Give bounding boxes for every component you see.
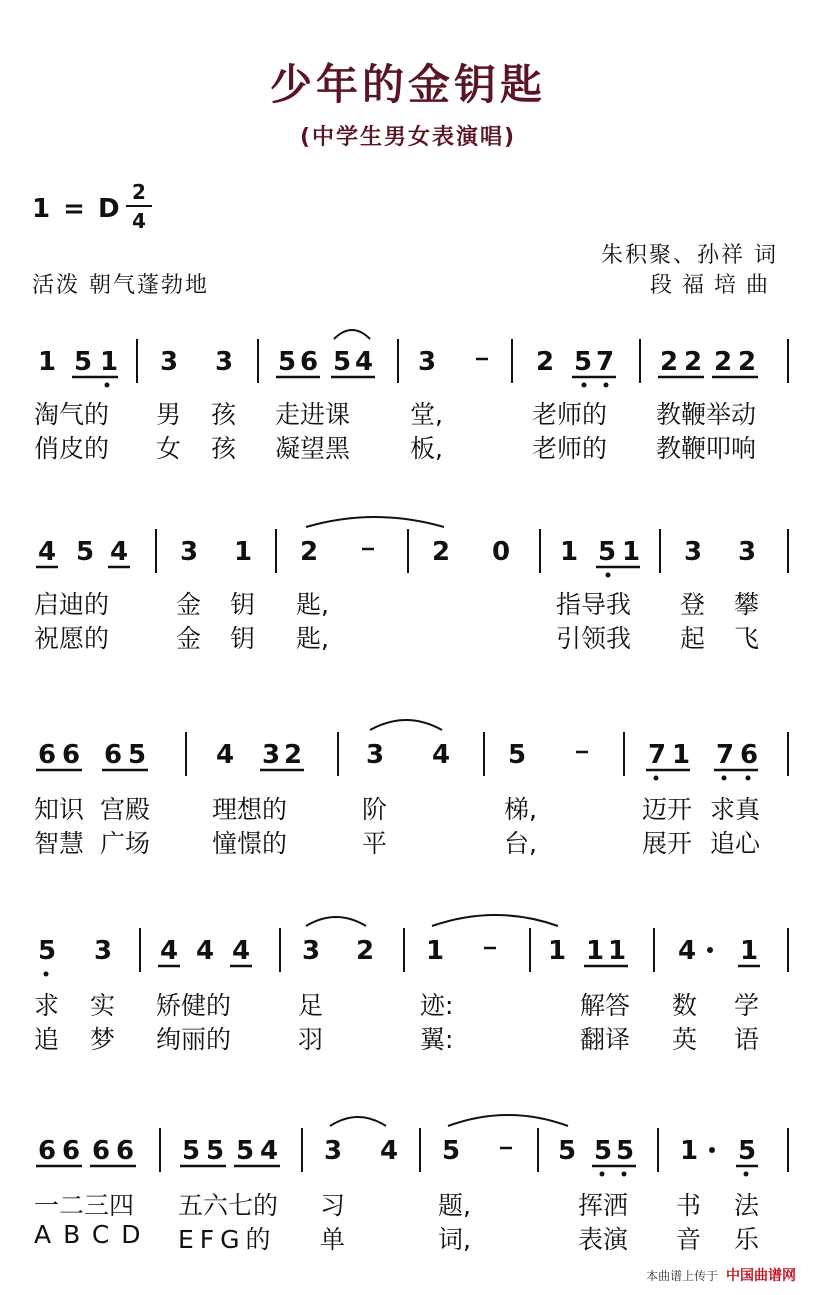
svg-text:5: 5 — [574, 347, 593, 377]
lyric-line-1b: 俏皮的 女 孩 凝望黑 板, 老师的 教鞭叩响 — [34, 434, 757, 463]
svg-text:0: 0 — [492, 537, 511, 567]
lyricist-credit: 朱积聚、孙祥 词 — [601, 243, 778, 268]
time-sig-bottom: 4 — [132, 209, 146, 233]
time-sig-divider — [126, 205, 152, 207]
notation-row-4 — [0, 914, 816, 974]
svg-text:5: 5 — [558, 1136, 577, 1166]
svg-text:4: 4 — [380, 1136, 399, 1166]
lyric-line-5b: ABCD EFG的 单 词, 表演 音 乐 — [34, 1220, 760, 1254]
lyric-line-4a: 求 实 矫健的 足 迹: 解答 数 学 — [34, 991, 760, 1020]
svg-text:1: 1 — [38, 347, 57, 377]
svg-text:5: 5 — [206, 1136, 225, 1166]
svg-text:4: 4 — [216, 740, 235, 770]
svg-text:1: 1 — [100, 347, 119, 377]
svg-text:3: 3 — [324, 1136, 343, 1166]
notation-row-1 — [0, 325, 816, 385]
svg-text:4: 4 — [38, 537, 57, 567]
svg-text:3: 3 — [160, 347, 179, 377]
svg-text:2: 2 — [284, 740, 303, 770]
svg-text:1: 1 — [234, 537, 253, 567]
time-signature — [126, 180, 152, 233]
svg-text:5: 5 — [278, 347, 297, 377]
svg-text:3: 3 — [366, 740, 385, 770]
svg-text:6: 6 — [740, 740, 759, 770]
svg-text:2: 2 — [738, 347, 757, 377]
svg-text:4: 4 — [110, 537, 129, 567]
svg-text:5: 5 — [128, 740, 147, 770]
svg-text:6: 6 — [38, 740, 57, 770]
svg-text:4: 4 — [160, 936, 179, 966]
svg-text:5: 5 — [182, 1136, 201, 1166]
notation-row-2 — [0, 515, 816, 575]
svg-text:4: 4 — [678, 936, 697, 966]
svg-text:1: 1 — [608, 936, 627, 966]
svg-text:5: 5 — [236, 1136, 255, 1166]
svg-text:5: 5 — [333, 347, 352, 377]
svg-text:5: 5 — [738, 1136, 757, 1166]
svg-text:6: 6 — [38, 1136, 57, 1166]
svg-text:3: 3 — [302, 936, 321, 966]
lyric-line-3b: 智慧 广场 憧憬的 平 台, 展开 追心 — [34, 829, 761, 858]
svg-text:2: 2 — [536, 347, 555, 377]
song-title: 少年的金钥匙 — [269, 60, 546, 109]
svg-text:3: 3 — [418, 347, 437, 377]
svg-text:3: 3 — [684, 537, 703, 567]
upload-note: 本曲谱上传于 — [646, 1269, 719, 1283]
lyric-line-5a: 一二三四 五六七的 习 题, 挥洒 书 法 — [34, 1191, 760, 1220]
svg-text:5: 5 — [76, 537, 95, 567]
svg-text:6: 6 — [62, 740, 81, 770]
lyric-line-2b: 祝愿的 金 钥 匙, 引领我 起 飞 — [34, 624, 760, 653]
site-brand[interactable]: 中国曲谱网 — [726, 1268, 796, 1284]
svg-text:7: 7 — [716, 740, 735, 770]
time-sig-top: 2 — [132, 180, 146, 204]
svg-text:1: 1 — [680, 1136, 699, 1166]
svg-text:1: 1 — [548, 936, 567, 966]
svg-text:4: 4 — [260, 1136, 279, 1166]
svg-text:5: 5 — [594, 1136, 613, 1166]
svg-text:1: 1 — [560, 537, 579, 567]
svg-text:1: 1 — [622, 537, 641, 567]
svg-text:3: 3 — [180, 537, 199, 567]
svg-text:3: 3 — [738, 537, 757, 567]
svg-text:1: 1 — [586, 936, 605, 966]
svg-text:5: 5 — [598, 537, 617, 567]
svg-text:5: 5 — [508, 740, 527, 770]
svg-text:1: 1 — [672, 740, 691, 770]
svg-text:4: 4 — [196, 936, 215, 966]
svg-text:5: 5 — [74, 347, 93, 377]
svg-text:2: 2 — [660, 347, 679, 377]
lyric-line-4b: 追 梦 绚丽的 羽 翼: 翻译 英 语 — [34, 1025, 760, 1054]
svg-text:5: 5 — [442, 1136, 461, 1166]
svg-text:6: 6 — [62, 1136, 81, 1166]
svg-text:4: 4 — [232, 936, 251, 966]
svg-text:2: 2 — [684, 347, 703, 377]
svg-text:6: 6 — [116, 1136, 135, 1166]
svg-text:6: 6 — [300, 347, 319, 377]
svg-text:2: 2 — [300, 537, 319, 567]
svg-text:2: 2 — [356, 936, 375, 966]
composer-credit: 段福培曲 — [649, 273, 778, 298]
svg-text:6: 6 — [104, 740, 123, 770]
svg-text:3: 3 — [215, 347, 234, 377]
svg-text:6: 6 — [92, 1136, 111, 1166]
svg-text:3: 3 — [94, 936, 113, 966]
notation-row-3 — [0, 718, 816, 778]
svg-text:4: 4 — [355, 347, 374, 377]
svg-text:7: 7 — [596, 347, 615, 377]
svg-text:2: 2 — [432, 537, 451, 567]
lyric-line-1a: 淘气的 男 孩 走进课 堂, 老师的 教鞭举动 — [34, 400, 757, 429]
svg-text:1: 1 — [426, 936, 445, 966]
source-footer — [646, 1265, 796, 1285]
svg-text:7: 7 — [648, 740, 667, 770]
lyric-line-2a: 启迪的 金 钥 匙, 指导我 登 攀 — [34, 590, 760, 619]
svg-text:5: 5 — [616, 1136, 635, 1166]
key-signature: 1 = D — [32, 194, 122, 224]
svg-text:1: 1 — [740, 936, 759, 966]
svg-text:5: 5 — [38, 936, 57, 966]
svg-text:3: 3 — [262, 740, 281, 770]
tempo-marking: 活泼 朝气蓬勃地 — [32, 273, 209, 298]
notation-row-5 — [0, 1114, 816, 1174]
svg-text:4: 4 — [432, 740, 451, 770]
lyric-line-3a: 知识 宫殿 理想的 阶 梯, 迈开 求真 — [34, 795, 761, 824]
song-subtitle: (中学生男女表演唱) — [299, 125, 517, 150]
svg-text:2: 2 — [714, 347, 733, 377]
